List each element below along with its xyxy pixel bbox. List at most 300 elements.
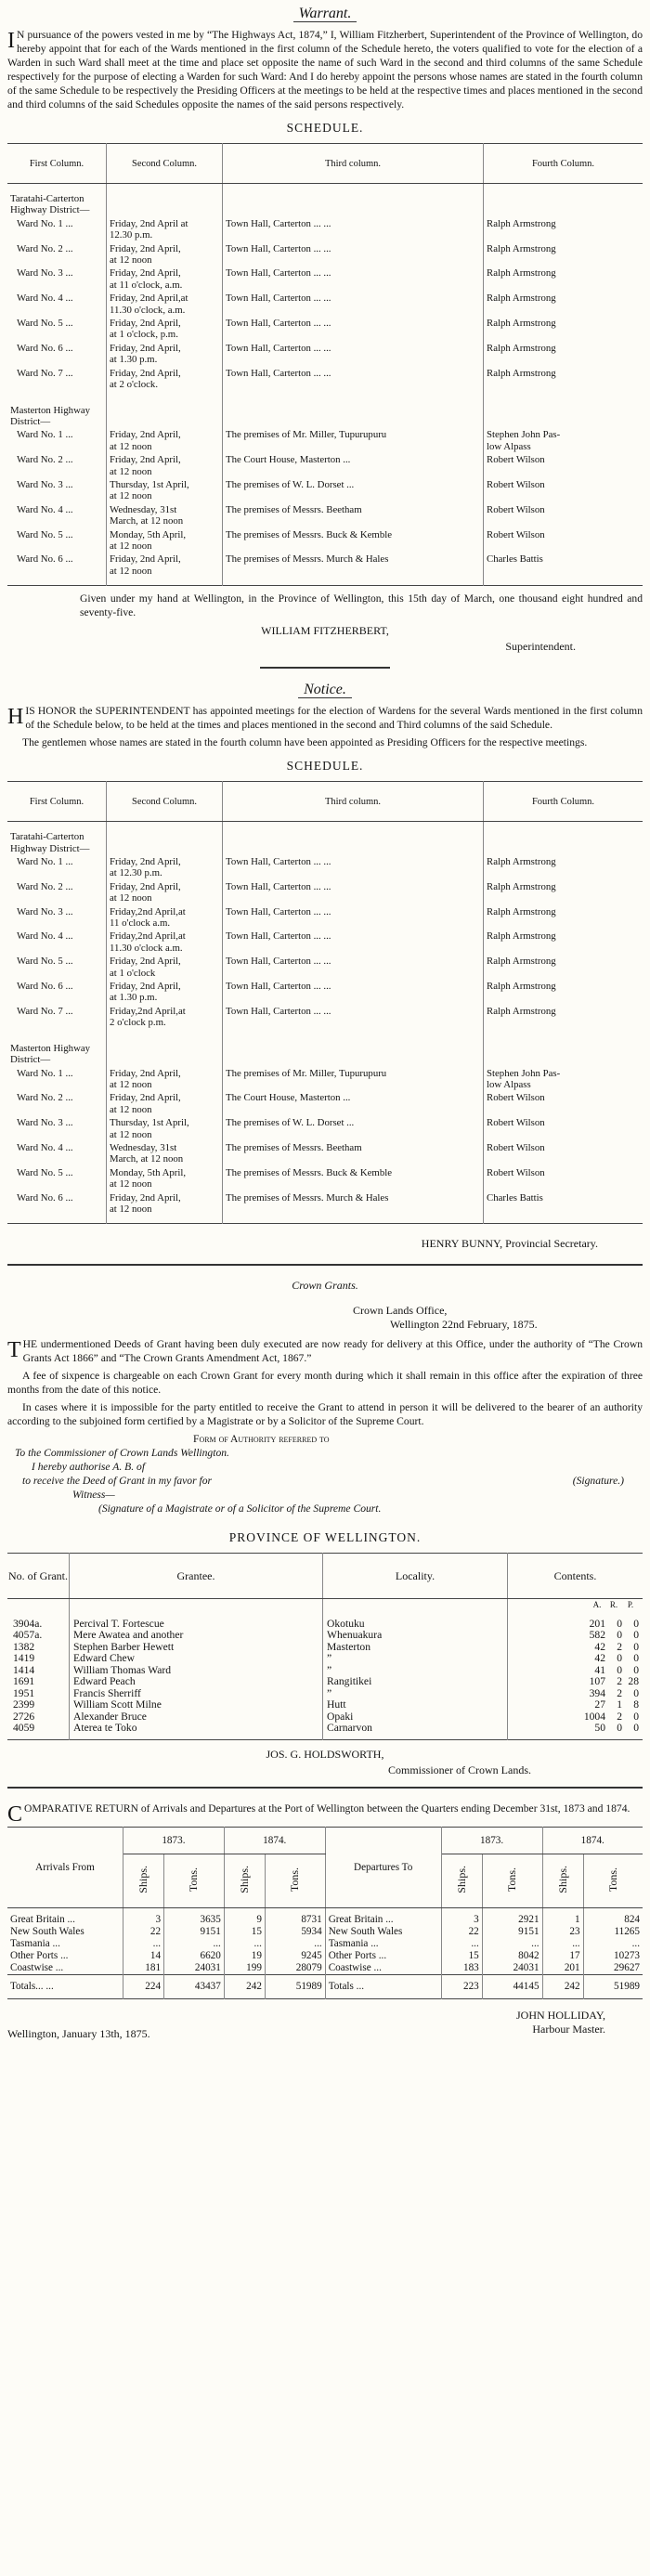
- contents-a: 394: [589, 1686, 605, 1699]
- col-header: Second Column.: [107, 144, 223, 184]
- return-row: [7, 1962, 643, 1975]
- time-cell-line: Thursday, 1st April,: [110, 478, 189, 490]
- contents-a: 582: [589, 1629, 605, 1642]
- schedule-row: [7, 453, 643, 478]
- officer-cell-line: Robert Wilson: [487, 1092, 545, 1104]
- time-cell-line: Friday,2nd April,at: [110, 930, 186, 943]
- officer-cell: [484, 342, 644, 367]
- time-cell: [107, 955, 223, 980]
- time-cell: [107, 930, 223, 955]
- schedule-row: [7, 242, 643, 267]
- time-cell-line: Friday, 2nd April,: [110, 454, 181, 466]
- time-cell-line: Monday, 5th April,: [110, 528, 187, 540]
- col-header: Fourth Column.: [484, 144, 644, 184]
- time-cell: [107, 267, 223, 292]
- notice-signatory: HENRY BUNNY, Provincial Secretary.: [421, 1237, 598, 1251]
- time-cell-line: at 12 noon: [110, 490, 152, 502]
- time-cell-line: at 1 o'clock, p.m.: [110, 329, 178, 341]
- schedule-row: [7, 1091, 643, 1116]
- ships-header: Ships.: [124, 1854, 164, 1907]
- departures-header: Departures To: [325, 1827, 441, 1907]
- ships-header: Ships.: [542, 1854, 583, 1907]
- time-cell-line: Friday, 2nd April,: [110, 342, 181, 354]
- time-cell-line: Friday, 2nd April,: [110, 318, 181, 330]
- locality: Hutt: [323, 1699, 508, 1711]
- time-cell-line: Wednesday, 31st: [110, 1141, 177, 1153]
- schedule-row: [7, 267, 643, 292]
- authority-line-2: I hereby authorise A. B. of: [32, 1461, 146, 1474]
- warrant-schedule-title: SCHEDULE.: [286, 121, 364, 135]
- time-cell-line: 11.30 o'clock a.m.: [110, 942, 183, 954]
- empty-cell: [107, 392, 223, 429]
- officer-cell-line: Robert Wilson: [487, 1166, 545, 1178]
- contents-a: 201: [589, 1617, 605, 1630]
- departure-s73: 183: [441, 1962, 482, 1975]
- time-cell-line: Friday, 2nd April,: [110, 367, 181, 379]
- time-cell-line: 12.30 p.m.: [110, 229, 153, 241]
- district-line: Highway District—: [10, 842, 90, 854]
- arrival-s73: 181: [124, 1962, 164, 1975]
- returns-footer: [7, 2009, 643, 2041]
- officer-cell-line: Charles Battis: [487, 553, 543, 566]
- arp-header: [508, 1599, 644, 1611]
- contents-p: 0: [633, 1640, 639, 1653]
- ward-cell: Ward No. 1 ...: [7, 855, 107, 880]
- officer-cell-line: Ralph Armstrong: [487, 1005, 556, 1017]
- grant-no: 3904a.: [7, 1611, 70, 1631]
- place-cell: The premises of Mr. Miller, Tupurupuru: [223, 1067, 484, 1092]
- time-cell-line: Monday, 5th April,: [110, 1166, 187, 1178]
- ward-cell: Ward No. 3 ...: [7, 267, 107, 292]
- time-cell: [107, 428, 223, 453]
- returns-signatory: JOHN HOLLIDAY,: [515, 2008, 605, 2022]
- contents-r: 0: [617, 1722, 622, 1735]
- notice-schedule-title: SCHEDULE.: [286, 759, 364, 774]
- grant-no: 4057a.: [7, 1630, 70, 1642]
- officer-cell: [484, 1116, 644, 1141]
- time-cell: [107, 1067, 223, 1092]
- officer-cell: [484, 1091, 644, 1116]
- authority-line-4: Witness—: [72, 1489, 115, 1502]
- time-cell-line: at 2 o'clock.: [110, 379, 159, 391]
- contents-p: 0: [633, 1710, 639, 1723]
- departure-t73: 2921: [482, 1914, 542, 1926]
- empty-cell: [223, 392, 484, 429]
- departure-s74: ...: [542, 1938, 583, 1950]
- time-cell-line: at 11 o'clock, a.m.: [110, 279, 183, 291]
- time-cell: [107, 317, 223, 342]
- place-cell: Town Hall, Carterton ... ...: [223, 217, 484, 242]
- schedule-row: [7, 980, 643, 1005]
- totals-row: [7, 1974, 643, 1998]
- contents-r: 2: [617, 1686, 622, 1699]
- contents-r: 2: [617, 1675, 622, 1688]
- ward-cell: Ward No. 6 ...: [7, 342, 107, 367]
- officer-cell-line: low Alpass: [487, 440, 531, 452]
- crown-grants-body-2: A fee of sixpence is chargeable on each Crown Grant for every month during which it shall remain in this office after the expiration of three months from the date of this notice.: [7, 1370, 643, 1397]
- empty-cell: [484, 392, 644, 429]
- schedule-row: [7, 855, 643, 880]
- time-cell-line: at 12 noon: [110, 1203, 152, 1215]
- crown-grants-body: THE undermentioned Deeds of Grant having been duly executed are now ready for delivery at this Office, under the authority of “The Crown Grants Act 1866” and “The Crown Grants Amendment Act, 1867.”: [7, 1338, 643, 1365]
- grants-body: [7, 1599, 643, 1740]
- time-cell-line: at 12 noon: [110, 440, 152, 452]
- arrival-s73: 3: [124, 1914, 164, 1926]
- schedule-row: [7, 478, 643, 503]
- contents-cell: [508, 1676, 644, 1688]
- locality: Masterton: [323, 1642, 508, 1654]
- arrival-s74: ...: [224, 1938, 265, 1950]
- crown-grants-table: [7, 1553, 643, 1740]
- schedule-row: [7, 955, 643, 980]
- schedule-row: [7, 880, 643, 905]
- officer-cell: [484, 428, 644, 453]
- time-cell-line: Friday,2nd April,at: [110, 1005, 186, 1017]
- time-cell-line: at 12 noon: [110, 540, 152, 552]
- time-cell-line: 2 o'clock p.m.: [110, 1017, 166, 1029]
- contents-cell: [508, 1642, 644, 1654]
- empty-cell: [484, 184, 644, 217]
- place-cell: Town Hall, Carterton ... ...: [223, 955, 484, 980]
- contents-cell: [508, 1630, 644, 1642]
- arrival-place: Great Britain ...: [7, 1914, 124, 1926]
- time-cell-line: Friday, 2nd April,: [110, 856, 181, 867]
- officer-cell-line: Ralph Armstrong: [487, 880, 556, 892]
- grantee: Percival T. Fortescue: [70, 1611, 323, 1631]
- contents-cell: [508, 1699, 644, 1711]
- district-line: Taratahi-Carterton: [10, 193, 84, 204]
- warrant-dropcap: I: [7, 29, 15, 53]
- officer-cell: [484, 1067, 644, 1092]
- district-name: [7, 1030, 107, 1067]
- ward-cell: Ward No. 6 ...: [7, 1191, 107, 1216]
- grant-no: 1691: [7, 1676, 70, 1688]
- time-cell-line: at 1.30 p.m.: [110, 354, 158, 366]
- district-line: District—: [10, 1054, 51, 1066]
- time-cell-line: Wednesday, 31st: [110, 503, 177, 515]
- departure-place: Coastwise ...: [325, 1962, 441, 1975]
- schedule-row: [7, 1067, 643, 1092]
- grant-row: [7, 1676, 643, 1688]
- time-cell-line: Friday, 2nd April,: [110, 429, 181, 441]
- arp-label: A.: [592, 1600, 602, 1610]
- col-header: Locality.: [323, 1554, 508, 1599]
- arrival-s74: 242: [224, 1974, 265, 1998]
- district-row: [7, 392, 643, 429]
- officer-cell-line: Ralph Armstrong: [487, 242, 556, 254]
- time-cell: [107, 880, 223, 905]
- warrant-signatory: WILLIAM FITZHERBERT,: [261, 624, 389, 638]
- return-row: [7, 1914, 643, 1926]
- officer-cell-line: Ralph Armstrong: [487, 367, 556, 379]
- officer-cell: [484, 453, 644, 478]
- contents-cell: [508, 1653, 644, 1665]
- locality: ”: [323, 1653, 508, 1665]
- arrival-t73: 3635: [164, 1914, 225, 1926]
- grant-no: 2399: [7, 1699, 70, 1711]
- empty-cell: [107, 1216, 223, 1224]
- place-cell: Town Hall, Carterton ... ...: [223, 292, 484, 317]
- arrival-t73: 9151: [164, 1926, 225, 1938]
- divider: [260, 667, 390, 669]
- time-cell: [107, 528, 223, 553]
- officer-cell-line: Robert Wilson: [487, 1117, 545, 1129]
- arrival-place: Other Ports ...: [7, 1950, 124, 1962]
- ward-cell: Ward No. 3 ...: [7, 478, 107, 503]
- officer-cell-line: Charles Battis: [487, 1191, 543, 1203]
- tons-header: Tons.: [265, 1854, 325, 1907]
- col-header: Contents.: [508, 1554, 644, 1599]
- time-cell-line: at 12 noon: [110, 892, 152, 904]
- empty-cell: [7, 1599, 70, 1611]
- officer-cell: [484, 553, 644, 578]
- notice-body-2: The gentlemen whose names are stated in the fourth column have been appointed as Presiding Officers for the respective meetings.: [22, 736, 588, 749]
- departure-place: Other Ports ...: [325, 1950, 441, 1962]
- empty-cell: [223, 184, 484, 217]
- departure-t73: ...: [482, 1938, 542, 1950]
- empty-cell: [223, 1216, 484, 1224]
- time-cell-line: Thursday, 1st April,: [110, 1117, 189, 1129]
- time-cell-line: Friday, 2nd April,: [110, 1092, 181, 1104]
- district-name: [7, 392, 107, 429]
- grant-no: 1419: [7, 1653, 70, 1665]
- warrant-signatory-title: Superintendent.: [505, 640, 576, 654]
- departure-s73: 15: [441, 1950, 482, 1962]
- authority-line-5: (Signature of a Magistrate or of a Solicitor of the Supreme Court.: [98, 1503, 382, 1516]
- contents-cell: [508, 1688, 644, 1700]
- grantee: Aterea te Toko: [70, 1723, 323, 1739]
- departure-t73: 8042: [482, 1950, 542, 1962]
- grant-row: [7, 1699, 643, 1711]
- departure-place: Totals ...: [325, 1974, 441, 1998]
- time-cell-line: March, at 12 noon: [110, 515, 184, 527]
- place-cell: Town Hall, Carterton ... ...: [223, 367, 484, 392]
- ward-cell: Ward No. 2 ...: [7, 1091, 107, 1116]
- place-cell: Town Hall, Carterton ... ...: [223, 880, 484, 905]
- place-cell: Town Hall, Carterton ... ...: [223, 242, 484, 267]
- arrival-s73: 14: [124, 1950, 164, 1962]
- departure-place: New South Wales: [325, 1926, 441, 1938]
- time-cell: [107, 553, 223, 578]
- arrivals-header: Arrivals From: [7, 1827, 124, 1907]
- officer-cell-line: Robert Wilson: [487, 503, 545, 515]
- contents-p: 0: [633, 1663, 639, 1676]
- empty-cell: [484, 1216, 644, 1224]
- ward-cell: Ward No. 4 ...: [7, 292, 107, 317]
- departure-s74: 1: [542, 1914, 583, 1926]
- time-cell-line: Friday, 2nd April,: [110, 1067, 181, 1079]
- time-cell-line: Friday, 2nd April,at: [110, 293, 188, 305]
- contents-a: 41: [594, 1663, 605, 1676]
- year-header: 1873.: [441, 1827, 542, 1854]
- returns-signature-block: [516, 2009, 605, 2041]
- ward-cell: Ward No. 6 ...: [7, 980, 107, 1005]
- arrival-s73: ...: [124, 1938, 164, 1950]
- district-name: [7, 822, 107, 855]
- place-cell: The premises of Messrs. Buck & Kemble: [223, 1166, 484, 1191]
- officer-cell-line: Robert Wilson: [487, 1141, 545, 1153]
- empty-cell: [323, 1599, 508, 1611]
- empty-cell: [107, 1030, 223, 1067]
- returns-signatory-title: Harbour Master.: [532, 2022, 605, 2036]
- grantee: Francis Sherriff: [70, 1688, 323, 1700]
- place-cell: The premises of Mr. Miller, Tupurupuru: [223, 428, 484, 453]
- empty-cell: [7, 1216, 107, 1224]
- crown-grants-body-3: In cases where it is impossible for the party entitled to receive the Grant to attend in person it will be delivered to the bearer of an authority according to the subjoined form certified by a Magistrate or by a Solicitor of the Supreme Court.: [7, 1401, 643, 1428]
- officer-cell-line: Ralph Armstrong: [487, 342, 556, 354]
- col-header: Fourth Column.: [484, 782, 644, 822]
- time-cell: [107, 453, 223, 478]
- authority-line-1: To the Commissioner of Crown Lands Wellington.: [15, 1447, 229, 1460]
- officer-cell: [484, 367, 644, 392]
- grant-row: [7, 1653, 643, 1665]
- contents-a: 42: [594, 1640, 605, 1653]
- empty-cell: [7, 578, 107, 586]
- officer-cell: [484, 905, 644, 930]
- officer-cell: [484, 242, 644, 267]
- ships-header: Ships.: [441, 1854, 482, 1907]
- ward-cell: Ward No. 4 ...: [7, 1141, 107, 1166]
- time-cell-line: Friday, 2nd April,: [110, 267, 181, 280]
- contents-r: 0: [617, 1629, 622, 1642]
- officer-cell: [484, 955, 644, 980]
- departure-s74: 201: [542, 1962, 583, 1975]
- place-cell: The premises of W. L. Dorset ...: [223, 1116, 484, 1141]
- time-cell: [107, 478, 223, 503]
- departure-s74: 17: [542, 1950, 583, 1962]
- officer-cell: [484, 1191, 644, 1216]
- schedule-row: [7, 217, 643, 242]
- time-cell: [107, 1191, 223, 1216]
- time-cell: [107, 855, 223, 880]
- time-cell: [107, 292, 223, 317]
- col-header: First Column.: [7, 144, 107, 184]
- district-row: [7, 184, 643, 217]
- locality: ”: [323, 1665, 508, 1677]
- officer-cell: [484, 292, 644, 317]
- col-header: Third column.: [223, 144, 484, 184]
- locality: Whenuakura: [323, 1630, 508, 1642]
- warrant-body: I N pursuance of the powers vested in me by “The Highways Act, 1874,” I, William Fitzherbert, Superintendent of the Province of Wellington, do hereby appoint that for each of the Wards mentioned in the first column of the Schedule hereto, the voters qualified to vote for the election of a Warden in such Ward shall meet at the time and place set opposite the name of such Ward in the second and third columns of the same Schedule respectively for the purpose of electing a Warden for such Ward: And I do hereby appoint the persons whose names are stated in the fourth column of the same Schedule to be respectively the Presiding Officers at the meetings to be held at the respective times and places mentioned in the second and third columns of the said Schedules opposite the names of the said persons respectively.: [7, 29, 643, 111]
- schedule-row: [7, 930, 643, 955]
- officer-cell: [484, 1005, 644, 1030]
- district-line: District—: [10, 415, 51, 427]
- grantee: Stephen Barber Hewett: [70, 1642, 323, 1654]
- ward-cell: Ward No. 5 ...: [7, 1166, 107, 1191]
- col-header: No. of Grant.: [7, 1554, 70, 1599]
- time-cell: [107, 1091, 223, 1116]
- schedule-row: [7, 1166, 643, 1191]
- time-cell-line: 11 o'clock a.m.: [110, 917, 171, 930]
- departure-t74: ...: [631, 1937, 640, 1949]
- schedule-body: [7, 184, 643, 586]
- ships-header: Ships.: [224, 1854, 265, 1907]
- spacer-row: [7, 1216, 643, 1224]
- divider: [7, 1264, 643, 1266]
- ward-cell: Ward No. 4 ...: [7, 930, 107, 955]
- place-cell: The premises of Messrs. Beetham: [223, 503, 484, 528]
- officer-cell: [484, 528, 644, 553]
- grantee: William Scott Milne: [70, 1699, 323, 1711]
- place-cell: Town Hall, Carterton ... ...: [223, 317, 484, 342]
- time-cell: [107, 217, 223, 242]
- col-header: Second Column.: [107, 782, 223, 822]
- contents-subheader: [7, 1599, 643, 1611]
- ward-cell: Ward No. 5 ...: [7, 955, 107, 980]
- ward-cell: Ward No. 3 ...: [7, 1116, 107, 1141]
- officer-cell-line: Robert Wilson: [487, 478, 545, 490]
- col-header: Grantee.: [70, 1554, 323, 1599]
- officer-cell-line: Ralph Armstrong: [487, 905, 556, 917]
- schedule-body: [7, 822, 643, 1224]
- province-title: PROVINCE OF WELLINGTON.: [228, 1530, 422, 1545]
- district-row: [7, 822, 643, 855]
- time-cell: [107, 1166, 223, 1191]
- place-cell: The Court House, Masterton ...: [223, 453, 484, 478]
- empty-cell: [107, 578, 223, 586]
- returns-title: COMPARATIVE RETURN of Arrivals and Departures at the Port of Wellington between the Quarters ending December 31st, 1873 and 1874.: [7, 1802, 630, 1827]
- returns-body: [7, 1907, 643, 1998]
- empty-cell: [484, 822, 644, 855]
- departure-t73: 24031: [482, 1962, 542, 1975]
- grant-no: 4059: [7, 1723, 70, 1739]
- contents-p: 28: [628, 1675, 639, 1688]
- place-cell: Town Hall, Carterton ... ...: [223, 1005, 484, 1030]
- ward-cell: Ward No. 3 ...: [7, 905, 107, 930]
- time-cell: [107, 342, 223, 367]
- officer-cell-line: Ralph Armstrong: [487, 981, 556, 993]
- officer-cell-line: Robert Wilson: [487, 528, 545, 540]
- officer-cell-line: Ralph Armstrong: [487, 217, 556, 229]
- departure-t74: 29627: [614, 1961, 640, 1973]
- contents-a: 27: [594, 1698, 605, 1711]
- officer-cell: [484, 267, 644, 292]
- place-cell: Town Hall, Carterton ... ...: [223, 855, 484, 880]
- arrival-t74: ...: [265, 1938, 325, 1950]
- schedule-row: [7, 292, 643, 317]
- arrival-s73: 224: [124, 1974, 164, 1998]
- departure-s74: 23: [542, 1926, 583, 1938]
- officer-cell-line: Ralph Armstrong: [487, 293, 556, 305]
- departure-t74: 51989: [583, 1974, 643, 1998]
- contents-cell: [508, 1611, 644, 1631]
- departure-s73: ...: [441, 1938, 482, 1950]
- notice-dropcap: H: [7, 705, 24, 730]
- time-cell-line: Friday, 2nd April,: [110, 880, 181, 892]
- officer-cell-line: Ralph Armstrong: [487, 956, 556, 968]
- district-line: Highway District—: [10, 204, 90, 216]
- returns-dropcap: C: [7, 1802, 23, 1827]
- time-cell: [107, 1141, 223, 1166]
- crown-lands-office: Crown Lands Office,: [353, 1304, 448, 1318]
- arrival-s74: 19: [224, 1950, 265, 1962]
- arrival-t73: 6620: [164, 1950, 225, 1962]
- place-cell: The premises of Messrs. Beetham: [223, 1141, 484, 1166]
- schedule-row: [7, 317, 643, 342]
- col-header: First Column.: [7, 782, 107, 822]
- district-row: [7, 1030, 643, 1067]
- locality: Opaki: [323, 1711, 508, 1724]
- departure-place: Great Britain ...: [325, 1914, 441, 1926]
- grantee: Mere Awatea and another: [70, 1630, 323, 1642]
- contents-a: 50: [594, 1722, 605, 1735]
- ward-cell: Ward No. 6 ...: [7, 553, 107, 578]
- time-cell-line: at 12 noon: [110, 565, 152, 577]
- col-header: Third column.: [223, 782, 484, 822]
- ward-cell: Ward No. 4 ...: [7, 503, 107, 528]
- place-cell: The premises of Messrs. Murch & Hales: [223, 1191, 484, 1216]
- locality: ”: [323, 1688, 508, 1700]
